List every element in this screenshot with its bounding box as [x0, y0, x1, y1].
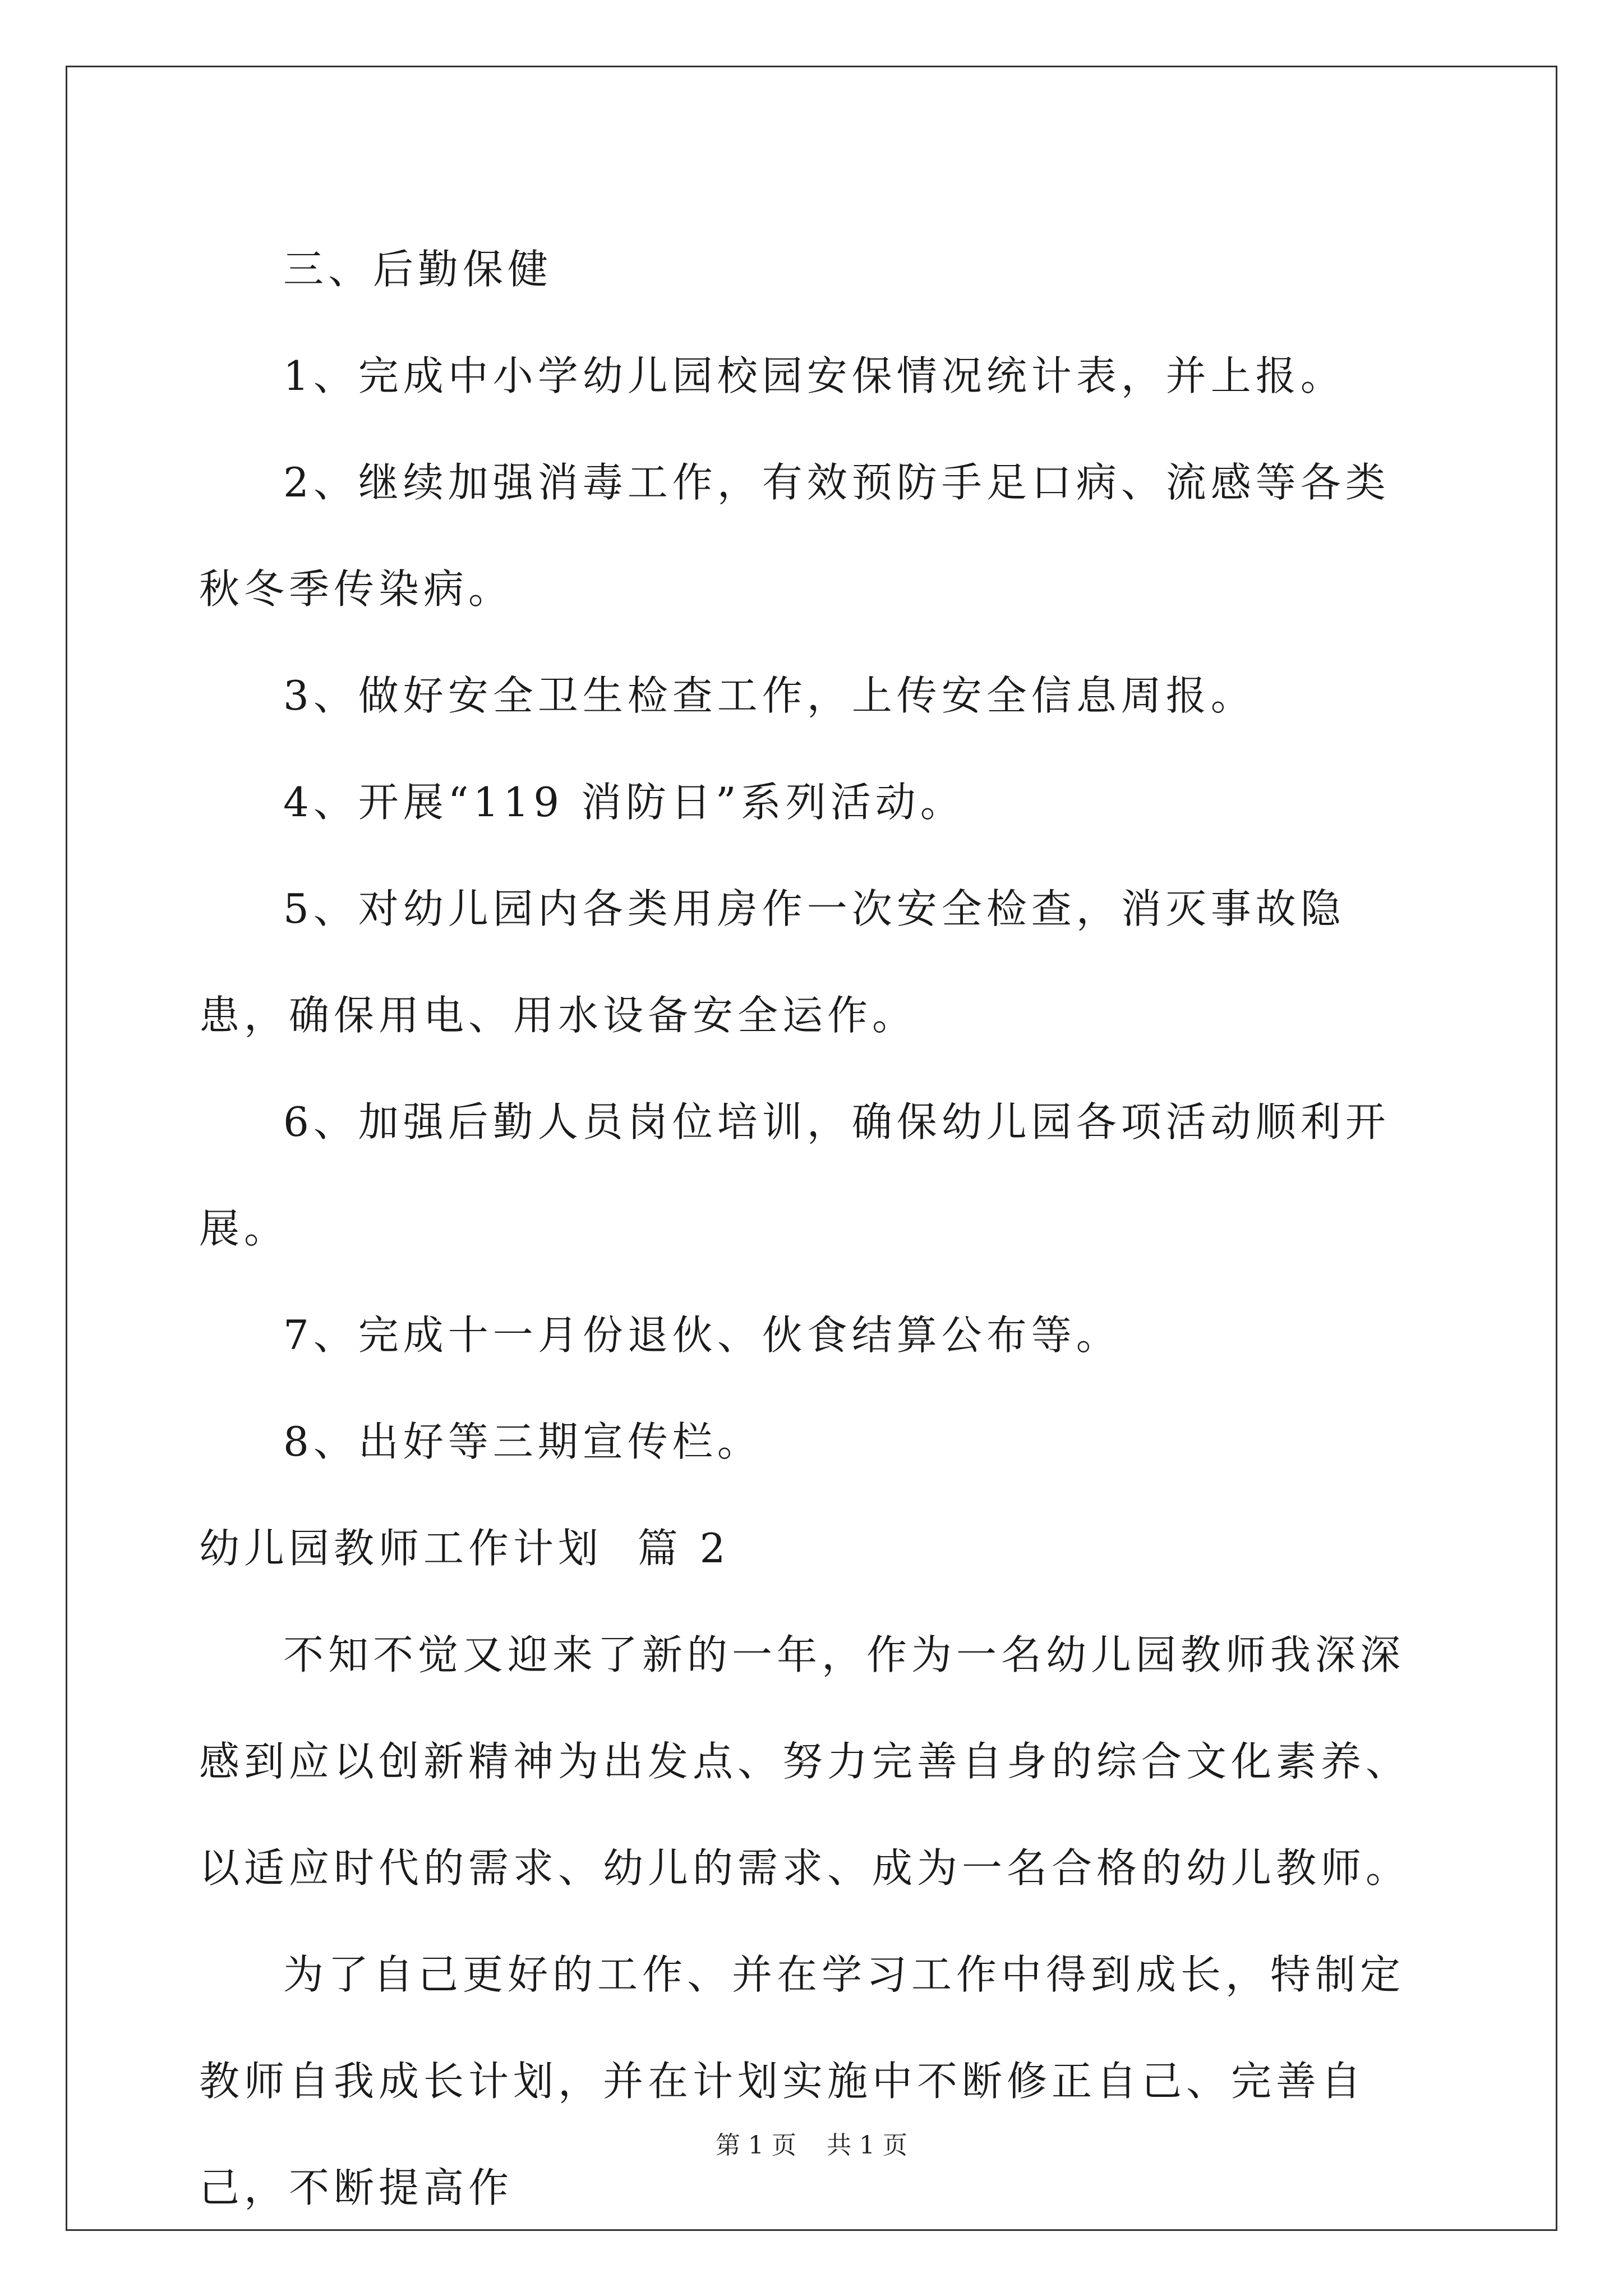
- list-item: 3、做好安全卫生检查工作，上传安全信息周报。: [283, 672, 1256, 719]
- list-item: 6、加强后勤人员岗位培训，确保幼儿园各项活动顺利开展。: [199, 1098, 1390, 1252]
- page-footer: [0, 2125, 1623, 2161]
- article-title: 幼儿园教师工作计划 篇 2: [199, 1525, 730, 1572]
- list-item: 7、完成十一月份退伙、伙食结算公布等。: [283, 1312, 1121, 1359]
- list-item: 2、继续加强消毒工作，有效预防手足口病、流感等各类秋冬季传染病。: [199, 459, 1390, 613]
- page-total: 共 1 页: [827, 2131, 907, 2160]
- list-item: 4、开展“119 消防日”系列活动。: [283, 779, 965, 826]
- paragraph: 不知不觉又迎来了新的一年，作为一名幼儿园教师我深深感到应以创新精神为出发点、努力完善自身的综合文化素养、以适应时代的需求、幼儿的需求、成为一名合格的幼儿教师。: [199, 1631, 1411, 1892]
- page-number: 第 1 页: [716, 2131, 796, 2160]
- list-item: 8、出好等三期宣传栏。: [283, 1418, 762, 1465]
- list-item: 5、对幼儿园内各类用房作一次安全检查，消灭事故隐患，确保用电、用水设备安全运作。: [199, 885, 1345, 1039]
- section-heading: 三、后勤保健: [283, 246, 553, 293]
- document-body: [199, 216, 1433, 2241]
- list-item: 1、完成中小学幼儿园校园安保情况统计表，并上报。: [283, 352, 1345, 399]
- paragraph: 为了自己更好的工作、并在学习工作中得到成长，特制定教师自我成长计划，并在计划实施中不断修正自己、完善自己，不断提高作: [199, 1951, 1405, 2211]
